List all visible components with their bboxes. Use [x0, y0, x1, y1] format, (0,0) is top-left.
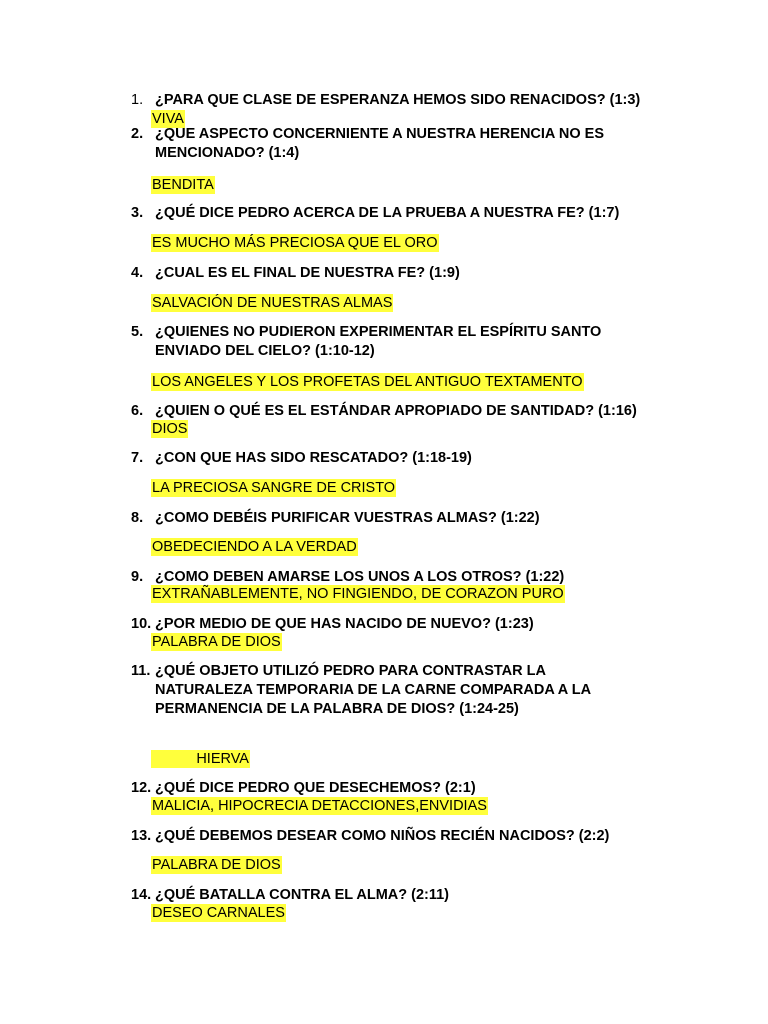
question-number: 10.: [131, 616, 152, 632]
question-number: 5.: [131, 324, 144, 340]
question-number: 2.: [131, 126, 144, 142]
question-item-6: [131, 402, 731, 437]
question-text: ¿QUIENES NO PUDIERON EXPERIMENTAR EL ESPÍRITU SANTO ENVIADO DEL CIELO? (1:10-12): [155, 324, 602, 359]
question-number: 4.: [131, 265, 144, 281]
question-item-4: [131, 264, 731, 311]
question-text: ¿QUÉ DEBEMOS DESEAR COMO NIÑOS RECIÉN NACIDOS? (2:2): [155, 828, 610, 844]
answer-highlight: VIVA: [152, 111, 184, 127]
question-number: 8.: [131, 510, 144, 526]
answer-highlight: OBEDECIENDO A LA VERDAD: [152, 539, 357, 555]
question-text: ¿COMO DEBEN AMARSE LOS UNOS A LOS OTROS? (1:22): [155, 569, 565, 585]
answer-highlight: LA PRECIOSA SANGRE DE CRISTO: [152, 480, 396, 496]
question-text: ¿POR MEDIO DE QUE HAS NACIDO DE NUEVO? (1:23): [155, 616, 534, 632]
question-item-5: [131, 323, 731, 390]
answer-highlight: PALABRA DE DIOS: [152, 857, 281, 873]
answer-highlight: HIERVA: [152, 751, 249, 767]
answer-highlight: SALVACIÓN DE NUESTRAS ALMAS: [152, 295, 393, 311]
question-item-11: [131, 662, 731, 767]
question-item-10: [131, 615, 731, 650]
question-number: 1.: [131, 92, 144, 108]
question-item-7: [131, 449, 731, 496]
question-text: ¿QUÉ OBJETO UTILIZÓ PEDRO PARA CONTRASTAR LA NATURALEZA TEMPORARIA DE LA CARNE COMPARADA A LA PERMANENCIA DE LA PALABRA DE DIOS? (1:24-25): [155, 663, 592, 717]
answer-highlight: EXTRAÑABLEMENTE, NO FINGIENDO, DE CORAZON PURO: [152, 586, 564, 602]
answer-highlight: BENDITA: [152, 177, 214, 193]
question-item-8: [131, 509, 731, 555]
question-text: ¿QUÉ BATALLA CONTRA EL ALMA? (2:11): [155, 887, 450, 903]
question-item-12: [131, 779, 731, 814]
question-text: ¿CON QUE HAS SIDO RESCATADO? (1:18-19): [155, 450, 472, 466]
answer-highlight: LOS ANGELES Y LOS PROFETAS DEL ANTIGUO TEXTAMENTO: [152, 374, 583, 390]
question-number: 3.: [131, 205, 144, 221]
question-number: 6.: [131, 403, 144, 419]
question-text: ¿CUAL ES EL FINAL DE NUESTRA FE? (1:9): [155, 265, 460, 281]
question-item-2: [131, 125, 731, 193]
question-number: 11.: [131, 663, 151, 679]
answer-highlight: MALICIA, HIPOCRECIA DETACCIONES,ENVIDIAS: [152, 798, 487, 814]
answer-highlight: DIOS: [152, 421, 188, 437]
question-text: ¿PARA QUE CLASE DE ESPERANZA HEMOS SIDO RENACIDOS? (1:3): [155, 92, 641, 108]
answer-highlight: DESEO CARNALES: [152, 905, 285, 921]
question-text: ¿QUIEN O QUÉ ES EL ESTÁNDAR APROPIADO DE SANTIDAD? (1:16): [155, 403, 637, 419]
question-item-1: [131, 91, 731, 127]
question-text: ¿QUE ASPECTO CONCERNIENTE A NUESTRA HERENCIA NO ES MENCIONADO? (1:4): [155, 126, 605, 161]
answer-highlight: PALABRA DE DIOS: [152, 634, 281, 650]
question-number: 9.: [131, 569, 144, 585]
question-item-3: [131, 204, 731, 251]
answer-highlight: ES MUCHO MÁS PRECIOSA QUE EL ORO: [152, 235, 438, 251]
question-item-9: [131, 568, 731, 602]
question-text: ¿QUÉ DICE PEDRO ACERCA DE LA PRUEBA A NUESTRA FE? (1:7): [155, 205, 620, 221]
question-item-14: [131, 886, 731, 921]
question-number: 14.: [131, 887, 152, 903]
question-number: 13.: [131, 828, 152, 844]
question-text: ¿COMO DEBÉIS PURIFICAR VUESTRAS ALMAS? (1:22): [155, 510, 540, 526]
question-number: 7.: [131, 450, 144, 466]
question-number: 12.: [131, 780, 152, 796]
question-text: ¿QUÉ DICE PEDRO QUE DESECHEMOS? (2:1): [155, 780, 476, 796]
question-item-13: [131, 827, 731, 873]
